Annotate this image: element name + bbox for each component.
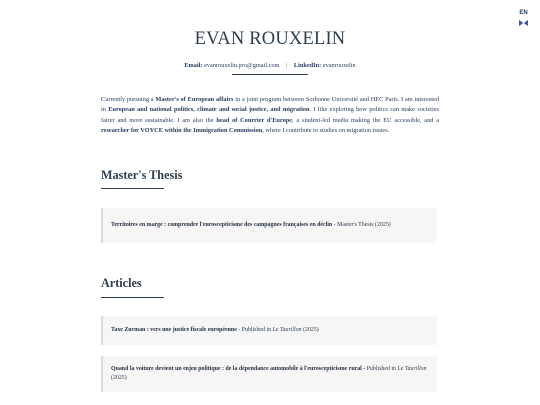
bio-text: Currently pursuing a — [101, 96, 156, 103]
article-card[interactable] — [101, 356, 437, 392]
section-rule — [101, 188, 164, 189]
email-label: Email: — [184, 62, 203, 69]
header-divider — [232, 74, 308, 75]
bio-highlight: Master's of European affairs — [155, 96, 234, 103]
email-link[interactable]: evanrouxelin.pro@gmail.com — [204, 62, 280, 69]
contact-line — [101, 62, 439, 69]
page-title: EVAN ROUXELIN — [194, 29, 346, 49]
bio-highlight: European and national politics, climate and social justice, and migration — [108, 106, 310, 114]
article-outlet: Le Taurillon — [272, 326, 302, 333]
article-year: (2025) — [301, 326, 319, 333]
article-title-link[interactable]: Taxe Zucman : vers une justice fiscale européenne — [111, 326, 237, 333]
flag-icon[interactable] — [519, 20, 528, 26]
bio-text: . I like exploring how politics can make societies fairer and more sustainable. I am also the — [101, 106, 439, 124]
article-title-link[interactable]: Quand la voiture devient un enjeu politique : de la dépendance automobile à l'euroscepticisme rural — [111, 365, 362, 372]
bio-text: , where I contribute to studies on migration issues. — [262, 127, 390, 135]
linkedin-label: LinkedIn: — [293, 62, 322, 69]
section-title-thesis: Master's Thesis — [101, 168, 183, 182]
article-meta: - Published in — [236, 326, 273, 333]
article-outlet: Le Taurillon — [397, 365, 427, 372]
bio-text: in a joint program between Sorbonne Université and HEC Paris. I am interested in — [101, 96, 439, 114]
thesis-title-link[interactable]: Territoires en marge : comprendre l'euroscepticisme des campagnes françaises en déclin — [111, 221, 333, 228]
bio-text: , a student-led media making the EU accessible, and a — [292, 116, 439, 124]
card-text — [111, 365, 429, 384]
bio-highlight: researcher for VOYCE within the Immigration Commission — [101, 127, 263, 135]
article-meta: - Published in — [361, 365, 398, 372]
bio-highlight: head of Courrier d'Europe — [216, 116, 293, 124]
language-code[interactable]: EN — [519, 10, 528, 16]
article-year: (2025) — [111, 375, 127, 381]
linkedin-link[interactable]: evanrouxelin — [322, 62, 356, 69]
thesis-meta: - Master's Thesis (2025) — [332, 221, 391, 228]
contact-separator: | — [286, 62, 288, 69]
bio-paragraph — [101, 95, 439, 137]
section-rule — [101, 297, 164, 298]
card-text — [111, 221, 391, 230]
article-card[interactable] — [101, 316, 437, 345]
card-text — [111, 326, 319, 335]
language-switcher[interactable] — [519, 9, 528, 26]
section-title-articles: Articles — [101, 276, 142, 290]
thesis-card[interactable] — [101, 208, 437, 243]
